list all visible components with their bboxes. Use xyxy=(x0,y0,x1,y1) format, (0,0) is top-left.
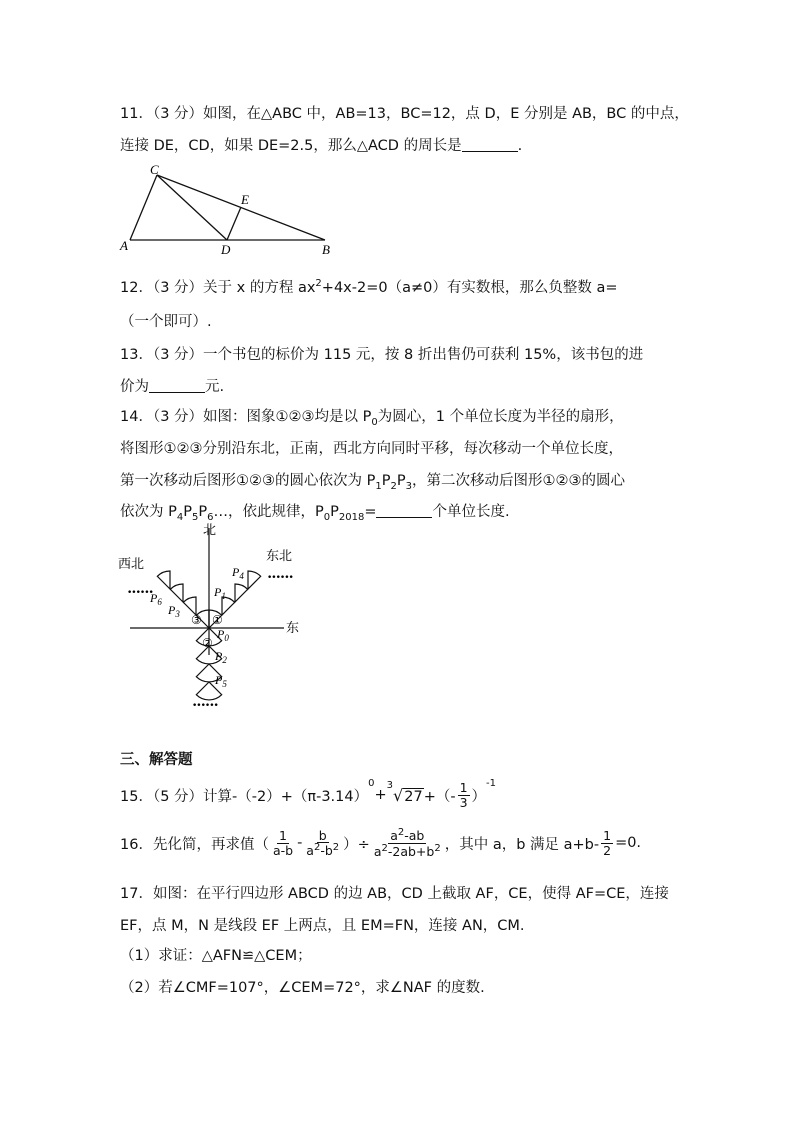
q16-f3-den xyxy=(372,844,443,858)
q16-f2-den xyxy=(304,843,341,857)
q14-l4-s3: 6 xyxy=(207,511,214,523)
q15-radical xyxy=(393,786,424,805)
q16-minus: - xyxy=(297,835,303,851)
q16-c: ，其中 a，b 满足 a+b- xyxy=(444,836,600,853)
dots-south: •••••• xyxy=(192,701,218,711)
q13-answer-blank xyxy=(149,378,205,393)
q14-l3-d: ，第二次移动后图形①②③的圆心 xyxy=(411,473,625,489)
q16-f2d-s2: 2 xyxy=(332,841,340,853)
sector-1-p4 xyxy=(235,584,248,602)
q14-l3-s1: 1 xyxy=(375,480,382,492)
q12-text-a: 12．（3 分）关于 x 的方程 ax xyxy=(120,280,316,296)
sector-3-next xyxy=(157,571,170,589)
q14-l3-s3: 3 xyxy=(405,480,412,492)
q14-l4-s4: 0 xyxy=(323,511,331,523)
q12-sup: 2 xyxy=(315,278,322,290)
q15-sup1: -1 xyxy=(486,778,497,789)
label-north: 北 xyxy=(203,523,217,538)
q14-l3-c: P xyxy=(396,473,406,489)
q14-l3-a: 第一次移动后图形①②③的圆心依次为 P xyxy=(120,473,376,489)
radical-sign-icon: √ xyxy=(393,785,404,805)
q12-text-b: +4x-2=0（a≠0）有实数根，那么负整数 a= xyxy=(321,280,618,296)
q11-line1: 11．（3 分）如图，在△ABC 中，AB=13，BC=12，点 D，E 分别是 AB，BC 的中点， xyxy=(120,106,689,122)
q14-l4-s5: 2018 xyxy=(338,511,365,523)
sector-1-next xyxy=(248,571,261,589)
q16-f2d-a: a xyxy=(306,843,314,859)
section-3-heading: 三、解答题 xyxy=(120,752,193,768)
q17-line3: （1）求证：△AFN≌△CEM； xyxy=(120,948,312,964)
q14-sector-figure xyxy=(110,520,310,715)
dots-northwest: •••••• xyxy=(127,588,153,598)
q14-l4-b: P xyxy=(183,504,192,520)
segment-cd xyxy=(157,175,227,240)
q17-line4: （2）若∠CMF=107°，∠CEM=72°，求∠NAF 的度数. xyxy=(120,980,485,996)
q15-frac-num: 1 xyxy=(459,780,468,796)
q15-a: 15．（5 分）计算-（-2）+（π-3.14） xyxy=(120,788,369,805)
q14-l3-b: P xyxy=(381,473,391,489)
label-c: C xyxy=(150,162,159,177)
q15-b: + xyxy=(374,787,387,803)
q16-f2d-s1: 2 xyxy=(313,841,321,853)
q16-f3-num xyxy=(388,828,426,843)
q14-line2: 将图形①②③分别沿东北，正南，西北方向同时平移，每次移动一个单位长度， xyxy=(120,441,623,457)
label-circle-3: ③ xyxy=(191,613,202,627)
q14-l1-b: 为圆心，1 个单位长度为半径的扇形， xyxy=(377,409,624,425)
label-p6: $P_6$ xyxy=(150,591,162,607)
sector-3-p6 xyxy=(170,584,183,602)
q15-root-index: 3 xyxy=(386,780,394,791)
q16-f1-num: 1 xyxy=(279,828,287,844)
q15-c: +（- xyxy=(423,788,456,805)
q14-l1-a: 14．（3 分）如图：图象①②③均是以 P xyxy=(120,409,372,425)
q16-f3n-a: a xyxy=(390,828,398,844)
label-northwest: 西北 xyxy=(118,557,145,572)
q15-frac-den: 3 xyxy=(459,794,468,810)
q16-a: 16．先化简，再求值（ xyxy=(120,836,269,853)
q14-line3 xyxy=(120,469,625,492)
q16-frac4 xyxy=(601,829,613,856)
q14-line1 xyxy=(120,405,624,428)
label-a: A xyxy=(120,238,128,253)
q14-l4-s2: 5 xyxy=(191,511,199,523)
q11-end: . xyxy=(517,138,523,154)
q13-text-a: 价为 xyxy=(120,379,149,395)
q15-sup0: 0 xyxy=(368,778,375,789)
q13-line1: 13．（3 分）一个书包的标价为 115 元，按 8 折出售仍可获利 15%，该书包的进 xyxy=(120,347,644,363)
label-circle-1: ① xyxy=(212,613,223,627)
q16-f4-num: 1 xyxy=(603,828,612,844)
label-northeast: 东北 xyxy=(266,549,293,564)
q12-line1 xyxy=(120,276,618,297)
q16-f4-den: 2 xyxy=(603,842,612,858)
q16-f3n-s: 2 xyxy=(397,827,405,839)
q14-l3-s2: 2 xyxy=(390,480,397,492)
q13-line2 xyxy=(120,375,224,396)
dots-northeast: •••••• xyxy=(267,573,293,583)
label-p0: $P_0$ xyxy=(217,627,229,643)
q11-line2-text: 连接 DE，CD，如果 DE=2.5，那么△ACD 的周长是 xyxy=(120,138,462,154)
q14-l4-e: P xyxy=(330,504,339,520)
q15-d: ） xyxy=(471,788,487,805)
q11-line2 xyxy=(120,134,522,155)
q16-f3d-a: a xyxy=(373,843,382,859)
q17-line2: EF，点 M，N 是线段 EF 上两点，且 EM=FN，连接 AN，CM. xyxy=(120,918,525,934)
q16-f3n-b: -ab xyxy=(404,828,425,844)
q14-l4-a: 依次为 P xyxy=(120,504,177,520)
q14-l4-c: P xyxy=(198,504,208,520)
q13-text-b: 元. xyxy=(205,379,225,395)
q14-l4-f: = xyxy=(364,504,377,520)
q16-frac3 xyxy=(372,828,443,858)
label-p5: $P_5$ xyxy=(215,673,227,689)
q14-l4-g: 个单位长度. xyxy=(432,504,510,520)
q16-frac2 xyxy=(304,829,341,857)
q14-answer-blank xyxy=(376,503,432,518)
label-p3: $P_3$ xyxy=(168,603,180,619)
q16-d: =0. xyxy=(615,835,642,851)
q11-answer-blank xyxy=(462,137,518,152)
label-p4: $P_4$ xyxy=(232,565,244,581)
label-east: 东 xyxy=(286,621,300,636)
q15-fraction xyxy=(458,781,470,808)
q16-f3d-s1: 2 xyxy=(381,842,388,854)
q16-b: ）÷ xyxy=(343,836,370,853)
q16-f1-den: a-b xyxy=(272,842,294,858)
q17-line1: 17．如图：在平行四边形 ABCD 的边 AB，CD 上截取 AF，CE，使得 AF=CE，连接 xyxy=(120,886,669,902)
label-b: B xyxy=(322,242,330,257)
q14-l4-s1: 4 xyxy=(176,511,184,523)
q16-f3d-s2: 2 xyxy=(434,842,441,854)
q14-l1-sub: 0 xyxy=(371,416,378,428)
label-e: E xyxy=(241,192,249,207)
q11-triangle-figure xyxy=(110,160,340,260)
q15-root-value: 27 xyxy=(404,788,423,805)
segment-de xyxy=(227,207,241,240)
q14-l4-d: …，依此规律，P xyxy=(213,504,324,520)
q16-frac1 xyxy=(271,829,295,856)
q12-line2: （一个即可）. xyxy=(120,314,212,330)
segment-ac xyxy=(130,175,157,240)
q16-line xyxy=(120,823,641,863)
q15-line xyxy=(120,778,496,812)
q16-f3d-b: -2ab+b xyxy=(387,843,435,859)
label-circle-2: ② xyxy=(202,636,213,650)
q16-f2d-b: -b xyxy=(320,843,333,859)
label-p2: $P_2$ xyxy=(215,649,227,665)
label-p1: $P_1$ xyxy=(214,585,226,601)
q16-f2-num: b xyxy=(318,827,327,843)
label-d: D xyxy=(221,242,231,257)
